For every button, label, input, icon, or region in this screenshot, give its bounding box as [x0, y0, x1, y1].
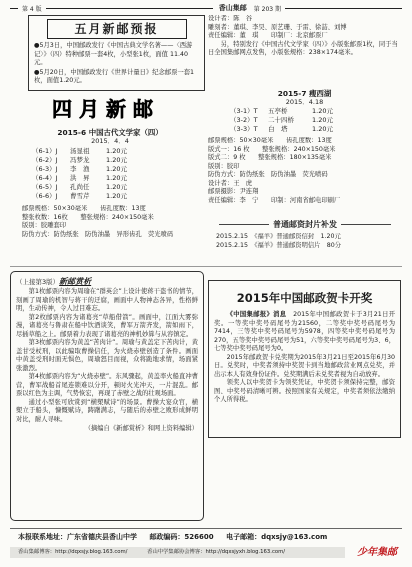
spec-line: 邮票摄影：尹连翔: [208, 188, 259, 195]
stamp-value: 1.20元: [106, 147, 127, 155]
header-rule-left: [10, 8, 18, 9]
stamp-value: 1.20元: [106, 183, 127, 191]
article-paragraph: [214, 311, 395, 354]
footer-blogs: [10, 547, 345, 558]
spec-line: 版别：胶印: [208, 162, 240, 170]
set2-specs: [208, 137, 401, 209]
stationery-list: [216, 233, 401, 253]
paragraph-text: 2015年中国邮政贺卡于3月21日开奖。一等奖中奖号码尾号为21560，二等奖中奖号码尾号为7414，三等奖中奖号码尾号为5978，四等奖中奖号码尾号为270，五等奖中奖号码尾号为51，六等奖中奖号码尾号为3、6，七等奖中奖号码尾号为0。: [214, 311, 396, 352]
page-header: [10, 3, 402, 13]
article-paragraph: 通过小型张可欣赏到“横槊赋诗”的场景。曹操大宴众官，横槊立于船头，慷慨赋诗，踌躇满志，与随后的赤壁之败形成鲜明对比，耐人寻味。: [16, 398, 198, 423]
header-rule-middle: [46, 8, 213, 9]
stamp-number: （6-4）J: [32, 174, 58, 182]
may-preview-item: ●5月3日，中国邮政发行《中国古典文学名著——〈西游记〉》（四）特种邮票一套4枚，小型张1枚，面值 11.40 元。: [34, 42, 193, 66]
issue-number: 第 203 期: [253, 5, 282, 13]
stamp-row: [32, 192, 152, 201]
stamp-value: 1.20元: [106, 156, 127, 164]
article-paragraph: 第2枚邮票内容为诸葛亮“草船借箭”。画面中，江面大雾弥漫，诸葛亮与鲁肃在船中饮酒谈笑，曹军万箭齐发，箭如雨下，尽插草船之上。邮票着力表现了诸葛亮的神机妙算与从容镇定。: [16, 313, 198, 338]
set1-heading: [20, 128, 200, 146]
stamp-row: [230, 107, 360, 116]
stamp-value: 1.20元: [312, 125, 333, 133]
spec-line: 版式二：9 枚 整张规格：180×135毫米: [208, 154, 332, 161]
stationery-rule-right: [341, 224, 391, 225]
stamp-value: 1.20元: [106, 165, 127, 173]
set2-stamp-list: [230, 107, 360, 135]
stationery-heading: [215, 218, 395, 230]
stamp-name: 二十四桥: [268, 116, 294, 124]
stamp-row: [32, 183, 152, 192]
article-source: （摘编自《新邮赏析》和网上资料编辑）: [84, 425, 198, 432]
stamp-number: （6-1）J: [32, 147, 58, 155]
greeting-card-title: 2015年中国邮政贺卡开奖: [236, 291, 373, 305]
stationery-title: 普通邮资封片补发: [273, 219, 337, 229]
stamp-number: （3-2）T: [230, 116, 258, 124]
stamp-number: （6-3）J: [32, 165, 58, 173]
spec-line: 邮票规格：50×30毫米 齿孔度数：13度: [22, 205, 146, 212]
section-divider: [10, 266, 402, 267]
appreciation-article: [10, 271, 204, 521]
stamp-name: 曹雪芹: [70, 192, 90, 200]
footer-contact: [18, 532, 402, 543]
spec-line: 防伪方式：防伪纸张 防伪油墨 荧光喷码: [208, 171, 328, 178]
spec-line: 版别：胶雕套印: [22, 222, 67, 229]
stamp-name: 孔尚任: [70, 183, 90, 191]
stamp-value: 1.20元: [312, 116, 333, 124]
may-preview-box: [28, 15, 205, 91]
stamp-name: 五亭桥: [268, 107, 288, 115]
article-paragraph: 第4枚邮票内容为“火烧赤壁”。东风骤起，黄盖率火船直冲曹营，曹军战船首尾连锁难以分开，顿时火光冲天，一片混乱。邮票以红色为主调，气势恢宏，再现了赤壁之战的壮观场面。: [16, 373, 198, 397]
paper-name: 香山集邮: [218, 4, 247, 12]
continued-note: （上接第3版）: [16, 278, 60, 286]
stamp-value: 1.20元: [312, 107, 333, 115]
spec-line: 邮票规格：50×30毫米 齿孔度数：13度: [208, 137, 332, 144]
edition-label: 第 4 版: [22, 5, 42, 13]
credit-line: 雕刻者：董琪、李昊、原艺珊、于雷、徐喆、刘博: [208, 23, 347, 31]
spec-line: 责任编辑：李 宁 印制：河南省邮电印刷厂: [208, 196, 341, 204]
news-source: 《中国集邮报》消息: [226, 311, 287, 318]
stamp-name: 白 塔: [268, 125, 288, 133]
header-rule-right: [285, 8, 402, 9]
stamp-value: 1.20元: [106, 174, 127, 182]
spec-line: 版式一：16 枚 整张规格：240×150毫米: [208, 145, 336, 153]
stamp-number: （3-1）T: [230, 107, 258, 115]
article-paragraph: 第3枚邮票内容为黄盖“苦肉计”。周瑜与黄盖定下苦肉计，黄盖甘受杖刑，以此骗取曹操信任，为火烧赤壁创造了条件。画面中黄盖受刑时面无惧色，周瑜怒目而视，众将跪地求情，场面紧张激烈。: [16, 339, 198, 372]
set1-credits: [208, 15, 401, 87]
set1-title: 2015-6 中国古代文学家（四）: [57, 128, 163, 137]
association-blog-url: 香山中学集邮协会博客：http://dqxsjyxh.blog.163.com/: [147, 549, 286, 555]
stationery-item: 2015.2.15 《福羊》普通邮资明信片 80分: [216, 241, 342, 249]
stamp-row: [230, 116, 360, 125]
contact-address: 本报联系地址：广东省德庆县香山中学: [18, 533, 137, 541]
stamp-number: （3-3）T: [230, 125, 258, 133]
stamp-number: （6-5）J: [32, 183, 58, 191]
stamp-number: （6-2）J: [32, 156, 58, 164]
contact-postcode: 邮政编码：526600: [149, 533, 214, 541]
credit-line: 责任编辑：董 琪 印制厂：北京邮票厂: [208, 32, 328, 39]
april-new-issues-title: 四月新邮: [52, 97, 160, 121]
blog-url: 香山集邮博客：http://dqxsjy.blog.163.com/: [18, 549, 128, 555]
stamp-value: 1.20元: [106, 192, 127, 200]
set2-title: 2015-7 瘦西湖: [277, 89, 332, 98]
stamp-row: [32, 147, 152, 156]
stamp-name: 汤显祖: [70, 147, 90, 155]
may-preview-item: ●5月20日，中国邮政发行《世界计量日》纪念邮票一套1枚，面值1.20元。: [34, 68, 195, 84]
contact-email: 电子邮箱：dqxsjy@163.com: [226, 533, 328, 541]
set1-date: 2015．4．4: [91, 137, 129, 145]
greeting-card-article: [208, 280, 401, 438]
may-preview-title: 五月新邮预报: [47, 19, 187, 39]
stamp-number: （6-6）J: [32, 192, 58, 200]
spec-line: 设计者：王 虎: [208, 179, 253, 187]
article-paragraph: 2015年邮政贺卡兑奖期为2015年3月21日至2015年6月30日。兑奖时，中奖者须持中奖贺卡到当地邮政营业网点兑奖，并出示本人有效身份证件。兑奖期满后未兑奖者视为自动放弃。: [214, 353, 395, 378]
credit-line: 另，特别发行《中国古代文学家（四）》小版张邮票1枚，同于当日全国集邮网点发售，小版张规格：238×174毫米。: [208, 40, 398, 56]
stamp-name: 李 渔: [70, 165, 90, 173]
stamp-name: 洪 昇: [70, 174, 90, 182]
stationery-item: 2015.2.15 《福羊》普通邮资信封 1.20元: [216, 233, 341, 240]
spec-line: 防伪方式：防伪纸张 防伪油墨 异形齿孔 荧光喷码: [22, 230, 174, 238]
spec-line: 整张枚数：16枚 整张规格：240×150毫米: [22, 213, 154, 221]
credit-line: 设计者：陈 谷: [208, 15, 253, 22]
set1-stamp-list: [32, 147, 152, 203]
stationery-rule-left: [219, 224, 269, 225]
set2-heading: [208, 89, 401, 107]
stamp-row: [32, 156, 152, 165]
appreciation-title: 新邮赏析: [59, 277, 92, 286]
set2-date: 2015．4.18: [285, 98, 324, 106]
appreciation-heading: [16, 276, 198, 288]
stamp-name: 冯梦龙: [70, 156, 90, 164]
stamp-row: [230, 125, 360, 134]
youth-philately-logo: 少年集邮: [357, 547, 397, 558]
article-paragraph: 第1枚邮票内容为周瑜在“群英会”上设计使蒋干盗书的情节，刻画了周瑜的机智与蒋干的迂腐，画面中人物神态各异，性格鲜明，生动传神，令人过目难忘。: [16, 288, 198, 312]
article-paragraph: 领奖人以中奖贺卡为领奖凭证，中奖贺卡须保持完整，邮资图、中奖号码清晰可辨。按照国家有关规定，中奖者须依法缴纳个人所得税。: [214, 379, 395, 403]
footer-rule: [10, 528, 402, 529]
stamp-row: [32, 174, 152, 183]
stamp-row: [32, 165, 152, 174]
set1-specs: [22, 205, 205, 255]
